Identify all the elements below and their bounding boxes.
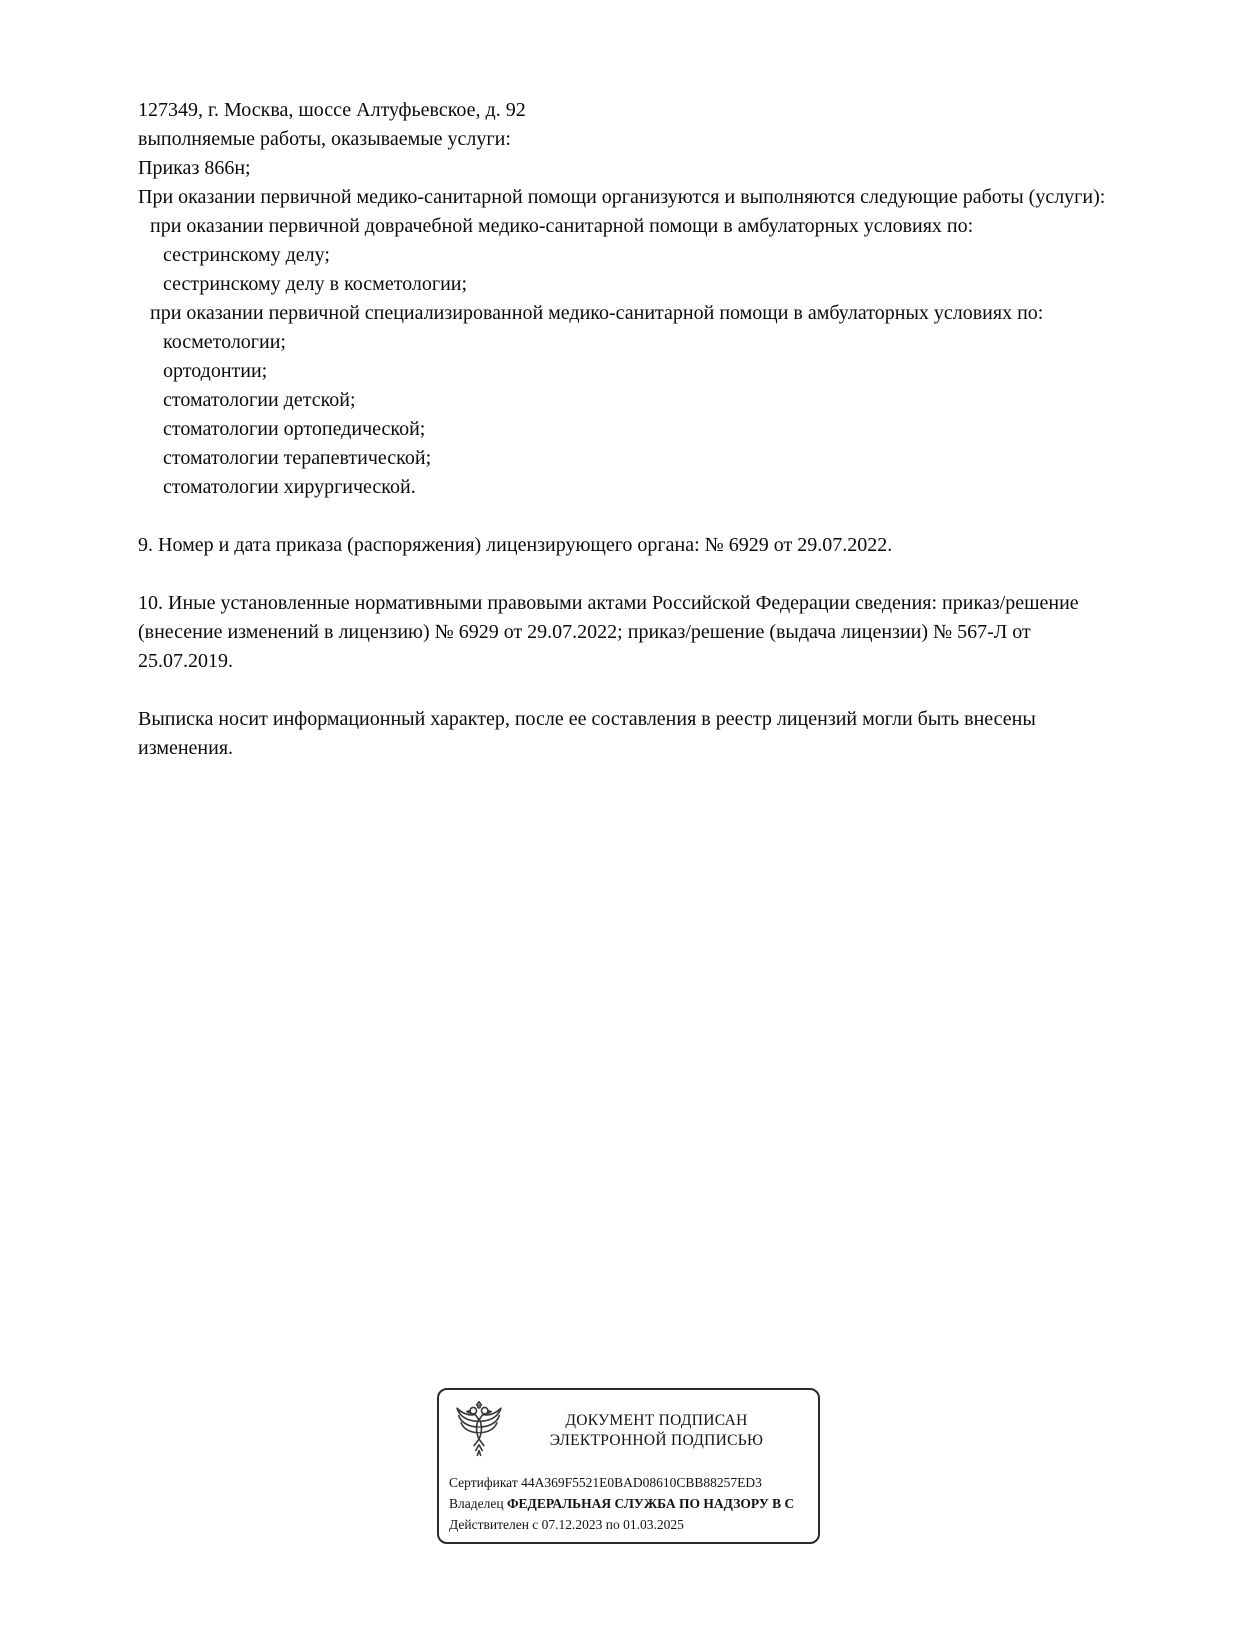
owner-value: ФЕДЕРАЛЬНАЯ СЛУЖБА ПО НАДЗОРУ В С: [506, 1496, 795, 1511]
item-9-order-number: 9. Номер и дата приказа (распоряжения) лицензирующего органа: № 6929 от 29.07.2022.: [138, 534, 893, 556]
list-item-surgical-dentistry: стоматологии хирургической.: [163, 476, 416, 498]
stamp-title-line2: ЭЛЕКТРОННОЙ ПОДПИСЬЮ: [549, 1432, 764, 1449]
specialized-care-paragraph: при оказании первичной специализированной медико-санитарной помощи в амбулаторных условиях по:: [150, 302, 1044, 324]
works-services-line: выполняемые работы, оказываемые услуги:: [138, 128, 511, 150]
list-item-nursing-cosmetology: сестринскому делу в косметологии;: [163, 273, 468, 295]
list-item-orthodontics: ортодонтии;: [163, 360, 268, 382]
disclaimer-paragraph: Выписка носит информационный характер, после ее составления в реестр лицензий могли быть внесены изменения.: [138, 708, 1036, 759]
double-headed-eagle-icon: [453, 1400, 505, 1462]
order-866n-line: Приказ 866н;: [138, 157, 251, 179]
list-item-pediatric-dentistry: стоматологии детской;: [163, 389, 356, 411]
certificate-line: [449, 1472, 810, 1493]
stamp-title-line1: ДОКУМЕНТ ПОДПИСАН: [565, 1412, 748, 1429]
stamp-header: [439, 1390, 818, 1466]
certificate-label: Сертификат: [449, 1475, 518, 1490]
address-line: 127349, г. Москва, шоссе Алтуфьевское, д. 92: [138, 99, 526, 121]
item-10-other-info: 10. Иные установленные нормативными правовыми актами Российской Федерации сведения: приказ/решение (внесение изменений в лицензию) № 6929 от 29.07.2022; приказ/решение (выдача лицензии) № 567-Л от 25.07.2019.: [138, 592, 1079, 672]
list-item-orthopedic-dentistry: стоматологии ортопедической;: [163, 418, 426, 440]
signature-stamp: [437, 1388, 820, 1544]
document-text: [138, 96, 1110, 763]
certificate-value: 44A369F5521E0BAD08610CBB88257ED3: [521, 1475, 762, 1490]
stamp-details: [439, 1466, 818, 1535]
pre-medical-care-paragraph: при оказании первичной доврачебной медико-санитарной помощи в амбулаторных условиях по:: [150, 215, 974, 237]
list-item-therapeutic-dentistry: стоматологии терапевтической;: [163, 447, 432, 469]
list-item-cosmetology: косметологии;: [163, 331, 286, 353]
stamp-title: [505, 1411, 808, 1451]
primary-care-paragraph: При оказании первичной медико-санитарной помощи организуются и выполняются следующие работы (услуги):: [138, 186, 1106, 208]
list-item-nursing: сестринскому делу;: [163, 244, 330, 266]
owner-line: [449, 1493, 810, 1514]
owner-label: Владелец: [449, 1496, 504, 1511]
validity-line: Действителен с 07.12.2023 по 01.03.2025: [449, 1517, 684, 1532]
